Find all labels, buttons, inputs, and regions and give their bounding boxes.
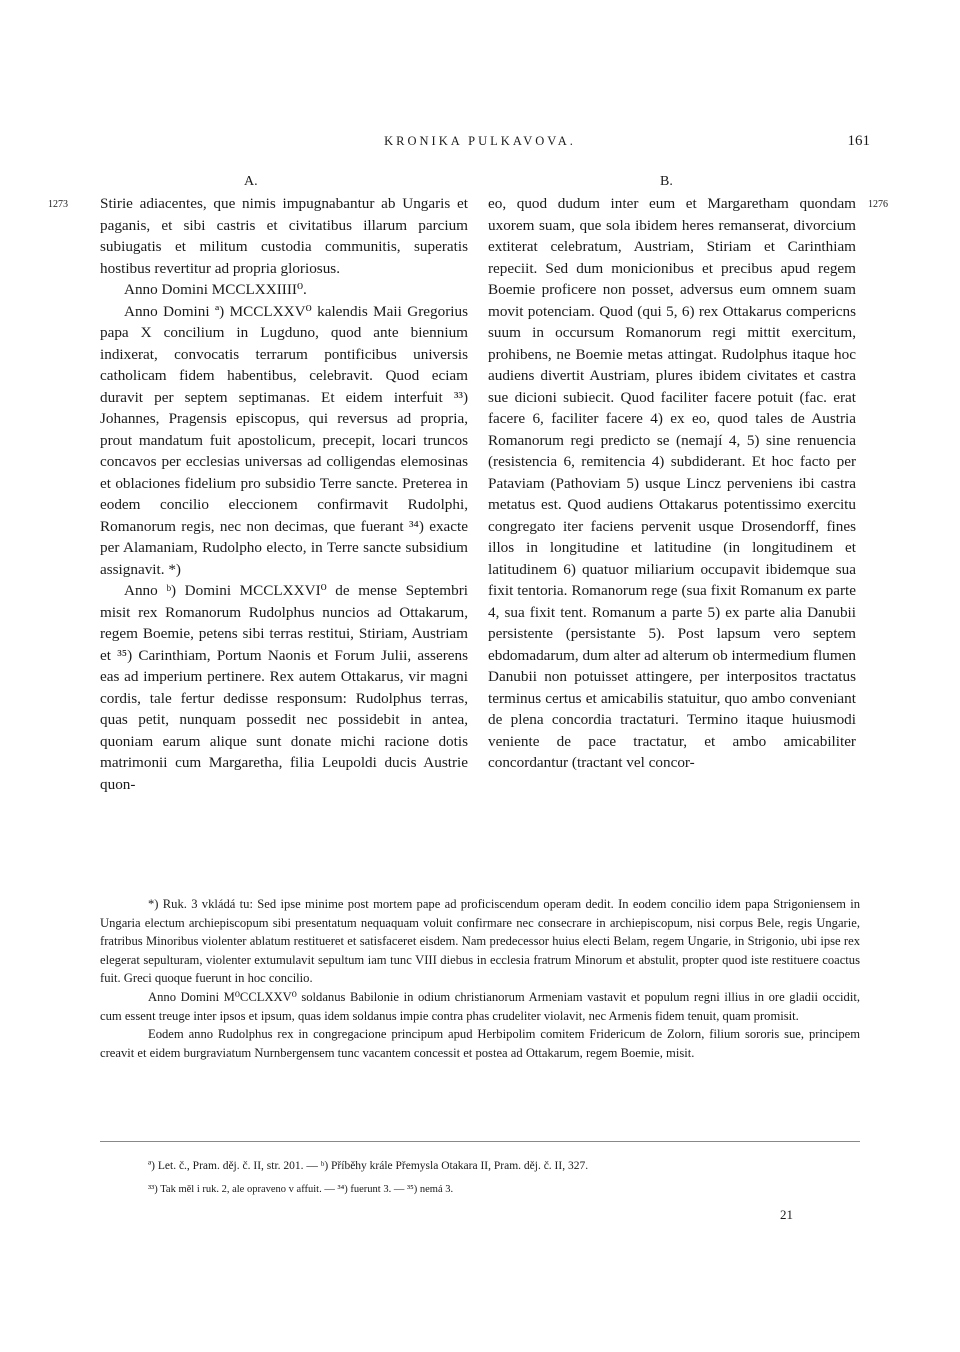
source-note: ª) Let. č., Pram. děj. č. II, str. 201. — ᵇ) Příběhy krále Přemysla Otakara II, Pram. děj. č. II, 327. — [148, 1160, 589, 1172]
footnote-paragraph: *) Ruk. 3 vkládá tu: Sed ipse minime post mortem pape ad proficiscendum operam dedit. In eodem concilio idem papa Strigoniensem in Ungaria electum archiepiscopum sibi presentatum nequaquam voluit confirmare nec consecrare in archiepiscopum, nisi corpus Bele, regis Ungarie, fratribus Minoribus violenter ablatum restitueret et satisfaceret eisdem. Nam predecessor huius electi Belam, regem Ungarie, in Strigonio, ubi ipse rex elegerat sepulturam, violenter extumulavit sepultum iam tunc VIII diebus in ecclesia fratrum Minorum et abstulit, propter quod iste restituere coactus fuit. Greci quoque fuerunt in hoc concilio. — [100, 897, 860, 986]
column-a — [100, 193, 468, 795]
apparatus-note: ³³) Tak měl i ruk. 2, ale opraveno v affuit. — ³⁴) fuerunt 3. — ³⁵) nemá 3. — [148, 1184, 454, 1195]
footnote-paragraph: Anno Domini M⁰CCLXXV⁰ soldanus Babilonie in odium christianorum Armeniam vastavit et populum regni illius in ore gladii occidit, cum essent treuge inter ipsos et ipsum, quas idem soldanus impie contra phas crudeliter violavit, nec Armenis fidem tenuit, quam promisit. — [100, 989, 860, 1023]
column-a-heading: A. — [244, 174, 258, 189]
column-a-paragraph: Anno Domini MCCLXXIIII⁰. — [124, 281, 307, 298]
column-a-paragraph: Anno Domini ª) MCCLXXV⁰ kalendis Maii Gregorius papa X concilium in Lugduno, quod ante biennium indixerat, convocatis terrarum pontificibus universis catholicam fidem habentibus, celebravit. Quod eciam duravit per septem septimanas. Et eidem interfuit ³³) Johannes, Pragensis episcopus, qui reversus ad propria, prout mandatum fuit apostolicum, precepit, locari truncos concavos per ecclesias universas ad colligendas elemosinas et oblaciones fidelium pro subsidio Terre sancte. Preterea in eodem concilio eleccionem confirmavit Rudolphi, Romanorum regis, nec non decimas, que fuerant ³⁴) exacte per Alamaniam, Rudolpho electo, in Terre sancte subsidium assignavit. *) — [100, 302, 468, 578]
footnote-paragraph: Eodem anno Rudolphus rex in congregacione principum apud Herbipolim comitem Fridericum de Zolorn, filium sororis sue, principem creavit et eidem burgraviatum Nurnbergensem tunc vacantem concessit et postea ad Ottakarum, regem Boemie, misit. — [100, 1027, 860, 1060]
column-a-paragraph: Anno ᵇ) Domini MCCLXXVI⁰ de mense Septembri misit rex Romanorum Rudolphus nuncios ad Ottakarum, regem Boemie, petens sibi terras restitui, Stiriam, Austriam et ³⁵) Carinthiam, Portum Naonis et Forum Julii, asserens eas ad imperium pertinere. Rex autem Ottakarus, vir magni cordis, tale fertur dedisse responsum: Rudolphus terras, quas petit, nunquam possedit nec possidebit in antea, quoniam earum alique sunt donate michi racione dotis matrimonii cum Margaretha, filia Leupoldi ducis Austrie quon- — [100, 582, 468, 793]
footnote-block — [100, 895, 860, 1062]
page-number: 161 — [847, 133, 870, 149]
running-title: KRONIKA PULKAVOVA. — [384, 134, 576, 148]
margin-year-left: 1273 — [48, 199, 68, 210]
column-b-paragraph: eo, quod dudum inter eum et Margaretham quondam uxorem suam, que sola ibidem heres remanserat, divorcium extiterat celebratum, Austriam, Stiriam et Carinthiam repeciit. Sed dum monicionibus et precibus apud regem Boemie proficere non posset, adversus eum omnem suam movit potenciam. Quod (qui 5, 6) rex Ottakarus compericns suum in occursum Romanorum regi mittit exercitum, prohibens, ne Boemie metas attingat. Rudolphus itaque hoc audiens divertit Austriam, plures ibidem civitates et castra sue dicioni subiecit. Quod faciliter facere potuit (fac. erat facere 6, faciliter facere 4) ex eo, quod tales de Austria Romanorum regi predicto se (nemají 4, 5) sine renuencia (resistencia 6, remitencia 4) subdiderant. Et hoc facto per Pataviam (Pathoviam 5) usque Lincz perveniens ibi castra metatus est. Quod audiens Ottakarus potentissimo exercitu congregato iter faciens pervenit usque Drosendorff, fines illos in longitudine et latitudine (in longitudinem et latitudinem 6) quatuor miliarium occupavit ibidemque sua fixit tentoria. Romanorum rege (sua fixit Romanum ex parte 4, sua fixit tent. Romanum a parte 5) ex parte alia Danubii persistente (persistante 5). Post lapsum vero septem ebdomadarum, dum alter ad alterum ob intermedium flumen Danubii non potuisset attingere, per interpositos tractatus terminus certus et amicabilis statuitur, quo ambo conveniant de plena concordia tractaturi. Termino itaque huiusmodi veniente de pace tractatur, et ambo amicabiliter concordantur (tractant vel concor- — [488, 195, 856, 771]
column-b — [488, 193, 856, 774]
footnote-divider — [100, 1141, 860, 1142]
column-b-heading: B. — [660, 174, 673, 189]
signature-mark: 21 — [780, 1207, 793, 1222]
column-a-paragraph: Stirie adiacentes, que nimis impugnabantur ab Ungaris et paganis, et sibi castris et civitatibus illarum parcium subiugatis et militum custodia communitis, superatis hostibus revertitur ad propria gloriosus. — [100, 195, 468, 277]
margin-year-right: 1276 — [868, 199, 888, 210]
